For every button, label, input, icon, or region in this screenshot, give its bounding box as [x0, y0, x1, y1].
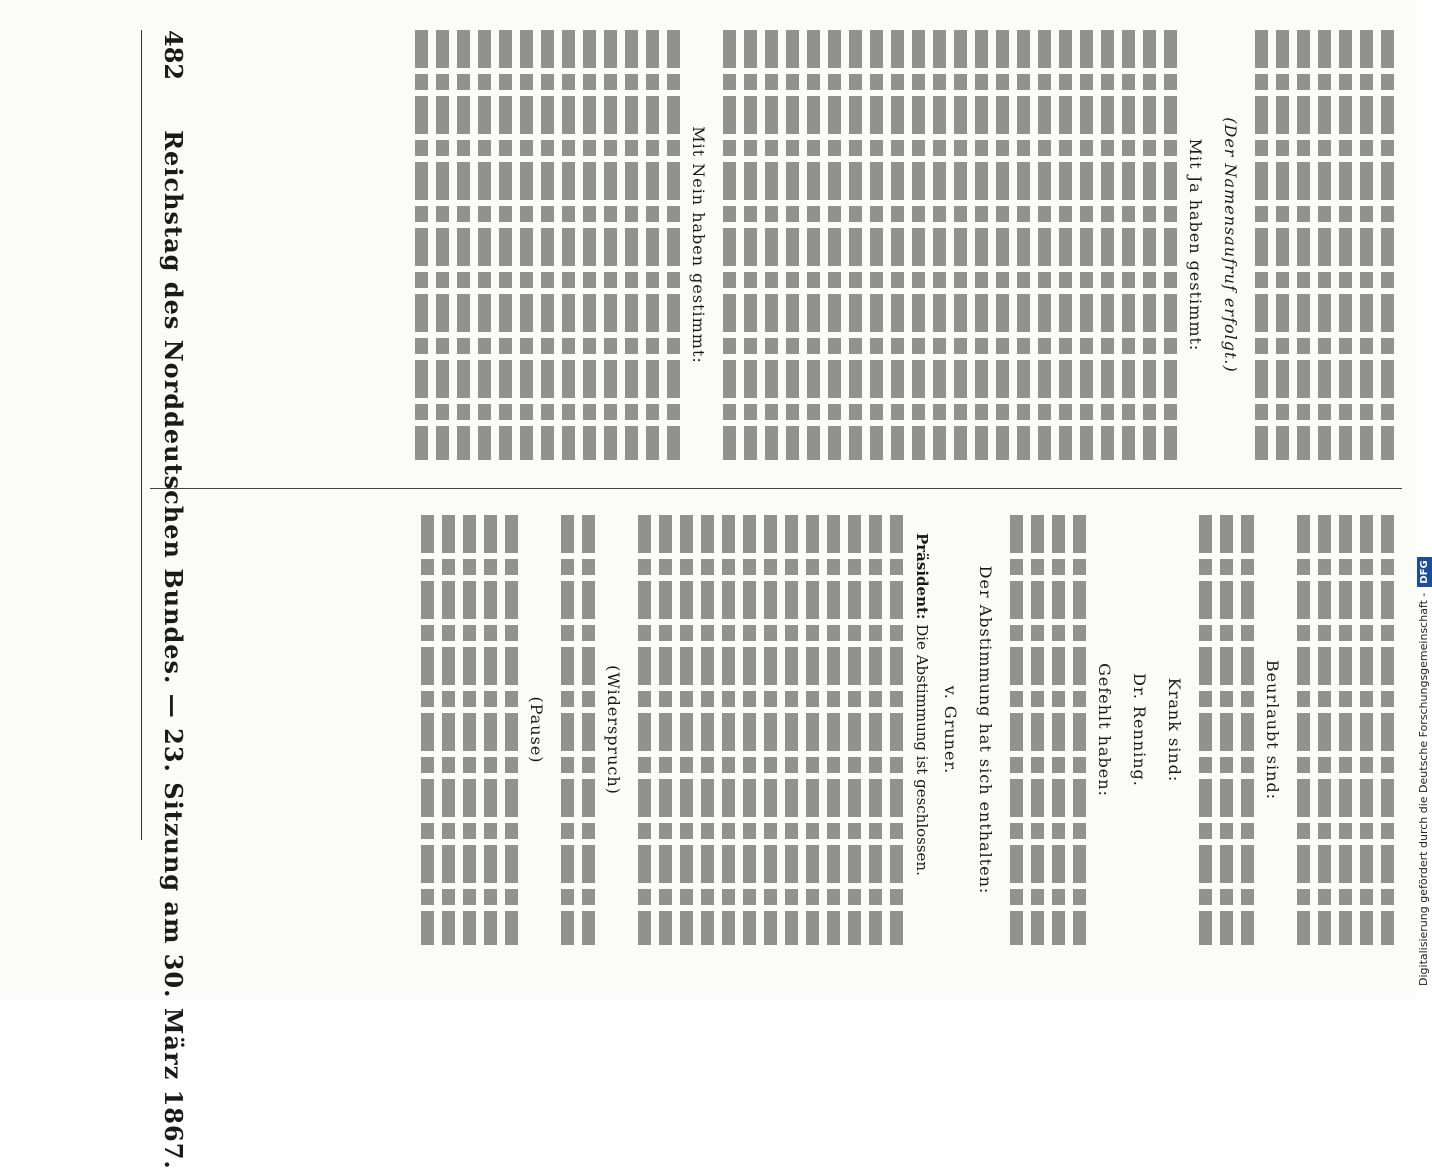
remark-pause: (Pause) [527, 696, 546, 764]
text-line [1059, 30, 1072, 460]
text-line [1031, 515, 1044, 945]
on-leave-heading: Beurlaubt sind: [1263, 659, 1282, 801]
text-line [827, 515, 840, 945]
text-line [1318, 515, 1331, 945]
text-line [541, 30, 554, 460]
remark-objection: (Widerspruch) [604, 665, 623, 795]
text-line [1010, 515, 1023, 945]
text-line [807, 30, 820, 460]
statement-text: Die Abstimmung ist geschlossen. [913, 624, 931, 876]
text-line [996, 30, 1009, 460]
text-line [1052, 515, 1065, 945]
right-column [150, 515, 1402, 945]
text-line [828, 30, 841, 460]
text-line [743, 515, 756, 945]
text-line [442, 515, 455, 945]
text-line [436, 30, 449, 460]
text-line [1297, 515, 1310, 945]
text-line [1381, 515, 1394, 945]
text-line [806, 515, 819, 945]
text-line [667, 30, 680, 460]
speaker-label: Präsident: [913, 533, 931, 620]
watermark [1416, 0, 1432, 1000]
text-line [1199, 515, 1212, 945]
text-line [646, 30, 659, 460]
text-line [722, 515, 735, 945]
yes-votes-heading: Mit Ja haben gestimmt: [1186, 138, 1205, 352]
text-line [870, 30, 883, 460]
president-statement [911, 515, 932, 945]
text-line [1360, 30, 1373, 460]
text-line [604, 30, 617, 460]
text-line [1073, 515, 1086, 945]
text-line [1360, 515, 1373, 945]
text-line [744, 30, 757, 460]
abstained-heading: Der Abstimmung hat sich enthalten: [976, 565, 995, 895]
text-line [463, 515, 476, 945]
dfg-logo: DFG [1417, 557, 1432, 586]
text-line [1122, 30, 1135, 460]
text-line [765, 30, 778, 460]
text-line [723, 30, 736, 460]
text-line [561, 515, 574, 945]
roll-call-note: (Der Namensaufruf erfolgt.) [1221, 117, 1240, 373]
text-line [1017, 30, 1030, 460]
text-line [520, 30, 533, 460]
text-line [484, 515, 497, 945]
text-line [1241, 515, 1254, 945]
text-line [954, 30, 967, 460]
text-line [505, 515, 518, 945]
text-line [975, 30, 988, 460]
absent-heading: Gefehlt haben: [1095, 663, 1114, 797]
text-line [1101, 30, 1114, 460]
text-line [421, 515, 434, 945]
abstained-names: v. Gruner. [941, 685, 960, 775]
text-line [625, 30, 638, 460]
text-line [848, 515, 861, 945]
header-rule [141, 30, 142, 840]
text-line [1339, 30, 1352, 460]
text-line [849, 30, 862, 460]
text-line [785, 515, 798, 945]
text-line [1381, 30, 1394, 460]
text-line [415, 30, 428, 460]
text-line [457, 30, 470, 460]
text-line [638, 515, 651, 945]
text-line [912, 30, 925, 460]
text-line [1038, 30, 1051, 460]
text-line [1164, 30, 1177, 460]
text-line [1297, 30, 1310, 460]
text-line [583, 30, 596, 460]
column-divider [150, 488, 1402, 489]
text-line [1143, 30, 1156, 460]
text-line [1276, 30, 1289, 460]
text-line [680, 515, 693, 945]
watermark-text: Digitalisierung gefördert durch die Deutsche Forschungsgemeinschaft - [1417, 592, 1430, 986]
text-line [1339, 515, 1352, 945]
sick-heading: Krank sind: [1165, 677, 1184, 783]
text-line [1220, 515, 1233, 945]
left-column [150, 30, 1402, 460]
text-line [891, 30, 904, 460]
text-line [478, 30, 491, 460]
text-line [659, 515, 672, 945]
text-line [1255, 30, 1268, 460]
text-line [582, 515, 595, 945]
text-line [933, 30, 946, 460]
sick-names: Dr. Renning. [1130, 673, 1149, 787]
text-line [786, 30, 799, 460]
text-line [1080, 30, 1093, 460]
page-number: 482 [159, 30, 189, 81]
text-line [499, 30, 512, 460]
text-line [562, 30, 575, 460]
text-line [764, 515, 777, 945]
text-line [890, 515, 903, 945]
text-line [701, 515, 714, 945]
no-votes-heading: Mit Nein haben gestimmt: [689, 126, 708, 364]
text-line [869, 515, 882, 945]
text-line [1318, 30, 1331, 460]
running-head: Reichstag des Norddeutschen Bundes. — 23. Sitzung am 30. März 1867. [159, 130, 189, 1170]
